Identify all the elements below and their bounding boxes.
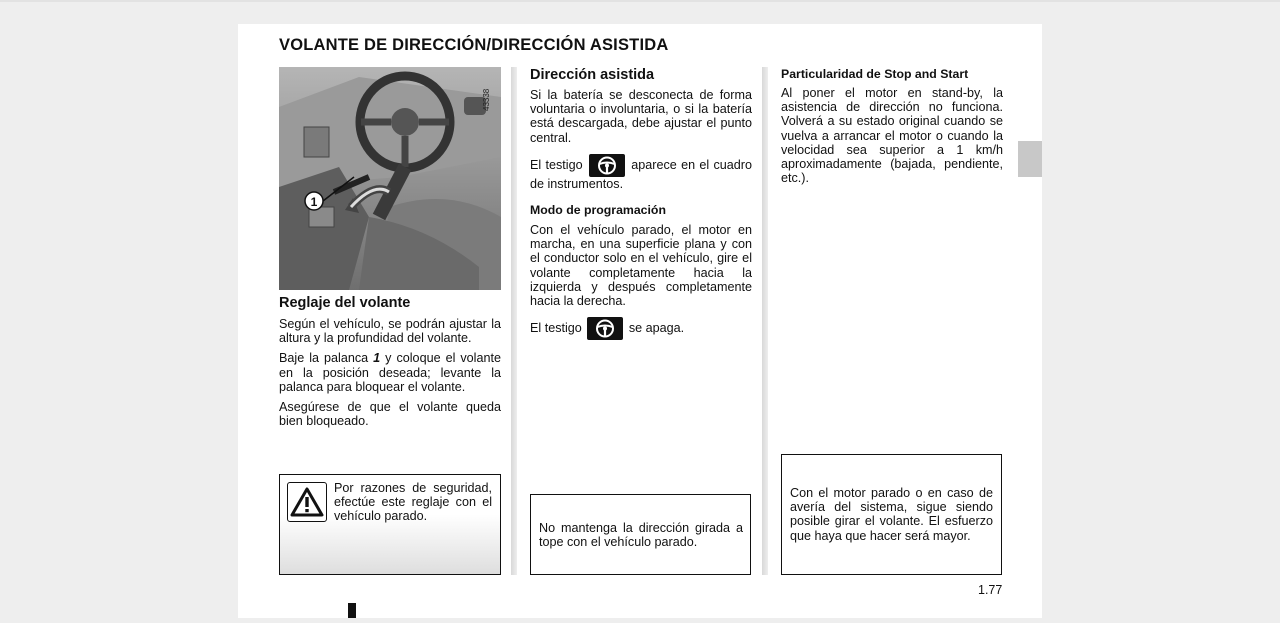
warning-triangle-icon xyxy=(287,482,327,522)
safety-warning-box xyxy=(279,474,501,575)
section-heading: Dirección asistida xyxy=(530,67,655,83)
column-separator xyxy=(511,67,517,575)
paragraph: El testigo aparece en el cuadro de instrumentos. xyxy=(530,154,752,191)
column-power-steering xyxy=(530,67,752,340)
column-steering-adjustment xyxy=(279,67,501,428)
warning-text: Por razones de seguridad, efectúe este reglaje con el vehículo parado. xyxy=(334,481,492,524)
column-separator xyxy=(762,67,768,575)
steering-warning-box xyxy=(530,494,751,575)
lever-number: 1 xyxy=(373,351,381,366)
page-title: VOLANTE DE DIRECCIÓN/DIRECCIÓN ASISTIDA xyxy=(279,36,669,54)
paragraph: Según el vehículo, se podrán ajustar la altura y la profundidad del volante. xyxy=(279,317,501,346)
section-heading: Particularidad de Stop and Start xyxy=(781,67,969,81)
warning-text: No mantenga la dirección girada a tope con el vehículo parado. xyxy=(539,521,743,550)
column-stop-and-start xyxy=(781,67,1003,185)
section-heading: Reglaje del volante xyxy=(279,295,411,311)
warning-text: Con el motor parado o en caso de avería del sistema, sigue siendo posible girar el volante. El esfuerzo que haya que hacer será mayor. xyxy=(790,486,993,543)
engine-stopped-warning-box xyxy=(781,454,1002,575)
steering-wheel-warning-light-icon xyxy=(589,154,625,177)
callout-1: 1 xyxy=(310,195,318,209)
steering-wheel-warning-light-icon xyxy=(587,317,623,340)
paragraph: Con el vehículo parado, el motor en marcha, en una superficie plana y con el conductor solo en el vehículo, gire el volante completamente hacia la izquierda y después completamente hacia la derecha. xyxy=(530,223,752,309)
chapter-tab xyxy=(1018,141,1042,177)
steering-wheel-illustration xyxy=(279,67,501,290)
viewer-top-bar xyxy=(0,0,1280,2)
paragraph: El testigo se apaga. xyxy=(530,317,752,340)
page-number: 1.77 xyxy=(978,583,1003,597)
footer-mark xyxy=(348,603,356,618)
paragraph: Baje la palanca 1 y coloque el volante en la posición deseada; levante la palanca para bloquear el volante. xyxy=(279,351,501,394)
paragraph: Asegúrese de que el volante queda bien bloqueado. xyxy=(279,400,501,429)
figure-code: 43338 xyxy=(482,88,491,111)
paragraph: Al poner el motor en stand-by, la asistencia de dirección no funciona. Volverá a su estado original cuando se vuelva a arrancar el motor o cuando la velocidad sea superior a 1 km/h aproximadamente (bajada, pendiente, etc.). xyxy=(781,86,1003,186)
paragraph: Si la batería se desconecta de forma voluntaria o involuntaria, o si la batería está descargada, debe ajustar el punto central. xyxy=(530,88,752,145)
subsection-heading: Modo de programación xyxy=(530,203,666,218)
manual-page xyxy=(238,24,1042,618)
